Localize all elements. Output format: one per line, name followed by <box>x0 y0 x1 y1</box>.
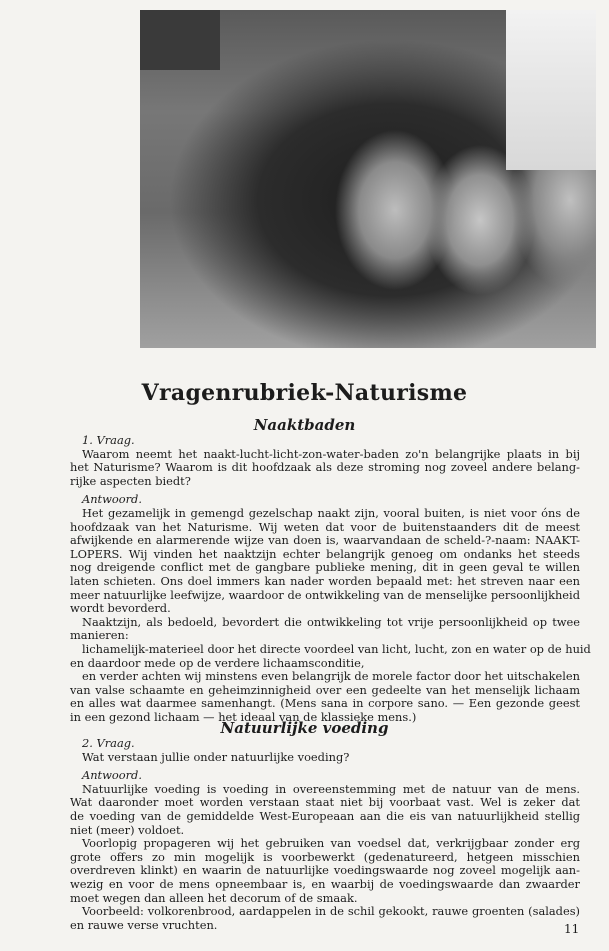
answer-line: grote offers zo min mogelijk is voorbewerkt (gedenatureerd, hetgeen misschien <box>70 849 580 864</box>
answer-line: en alles wat daarmee samenhangt. (Mens sana in corpore sano. — Een gezonde geest <box>70 696 580 711</box>
answer-line: nog dreigende conflict met de gangbare publieke mening, dit in geen geval te willen <box>70 560 580 575</box>
answer-line: Het gezamelijk in gemengd gezelschap naakt zijn, vooral buiten, is niet voor óns de <box>82 505 580 520</box>
answer-line: wordt bevorderd. <box>70 601 171 616</box>
section-heading-naaktbaden: Naaktbaden <box>253 416 356 434</box>
answer-label: Antwoord. <box>82 492 142 507</box>
answer-label: Antwoord. <box>82 768 142 783</box>
photo-children-in-hay-hut <box>140 10 596 348</box>
question-line: Wat verstaan jullie onder natuurlijke voeding? <box>82 749 350 764</box>
answer-line: manieren: <box>70 628 129 643</box>
answer-line: lichamelijk-materieel door het directe voordeel van licht, lucht, zon en water op de huid <box>82 641 591 656</box>
answer-line: afwijkende en alarmerende wijze van doen is, waarvandaan de scheld-?-naam: NAAKT- <box>70 533 580 548</box>
question-line: rijke aspecten biedt? <box>70 473 191 488</box>
answer-line: meer natuurlijke leefwijze, waardoor de ontwikkeling van de menselijke persoonlijkheid <box>70 587 580 602</box>
answer-line: Naaktzijn, als bedoeld, bevordert die ontwikkeling tot vrije persoonlijkheid op twee <box>82 614 580 629</box>
page-number: 11 <box>564 922 580 936</box>
answer-line: en verder achten wij minstens even belangrijk de morele factor door het uitschakelen <box>82 669 580 684</box>
answer-line: en rauwe verse vruchten. <box>70 917 218 932</box>
answer-line: overdreven klinkt) en waarin de natuurlijke voedingswaarde nog zoveel mogelijk aan- <box>70 863 580 878</box>
answer-line: moet wegen dan alleen het decorum of de smaak. <box>70 890 358 905</box>
answer-line: wezig en voor de mens opneembaar is, en waarbij de voedingswaarde dan zwaarder <box>70 876 580 891</box>
question-line: Waarom neemt het naakt-lucht-licht-zon-water-baden zo'n belangrijke plaats in bij <box>82 446 580 461</box>
section-naaktbaden <box>70 433 591 724</box>
answer-line: laten schieten. Ons doel immers kan nader worden bepaald met: het streven naar een <box>70 573 580 588</box>
answer-line: niet (meer) voldoet. <box>70 822 185 837</box>
question-line: het Naturisme? Waarom is dit hoofdzaak als deze stroming nog zoveel andere belang- <box>70 460 580 475</box>
answer-line: van valse schaamte en geheimzinnigheid over een gedeelte van het menselijk lichaam <box>70 682 580 697</box>
answer-line: Voorlopig propageren wij het gebruiken van voedsel dat, verkrijgbaar zonder erg <box>82 836 580 851</box>
section-natuurlijke-voeding <box>70 737 580 932</box>
question-label: 1. Vraag. <box>82 433 135 447</box>
section-heading-natuurlijke-voeding: Natuurlijke voeding <box>220 719 389 737</box>
answer-line: LOPERS. Wij vinden het naaktzijn echter belangrijk genoeg om ondanks het steeds <box>70 546 580 561</box>
answer-line: Natuurlijke voeding is voeding in overeenstemming met de natuur van de mens. <box>82 781 580 796</box>
answer-line: hoofdzaak van het Naturisme. Wij weten dat voor de buitenstaanders dit de meest <box>70 519 580 534</box>
answer-line: in een gezond lichaam — het ideaal van de klassieke mens.) <box>70 709 417 724</box>
page-title: Vragenrubriek-Naturisme <box>141 380 468 406</box>
answer-line: Voorbeeld: volkorenbrood, aardappelen in de schil gekookt, rauwe groenten (salades) <box>82 904 580 919</box>
answer-line: Wat daaronder moet worden verstaan staat niet bij voorbaat vast. Wel is zeker dat <box>70 795 580 810</box>
answer-line: en daardoor mede op de verdere lichaamsconditie, <box>70 655 365 670</box>
answer-line: de voeding van de gemiddelde West-Europeaan aan die eis van natuurlijkheid stellig <box>70 808 580 823</box>
question-label: 2. Vraag. <box>82 736 135 750</box>
